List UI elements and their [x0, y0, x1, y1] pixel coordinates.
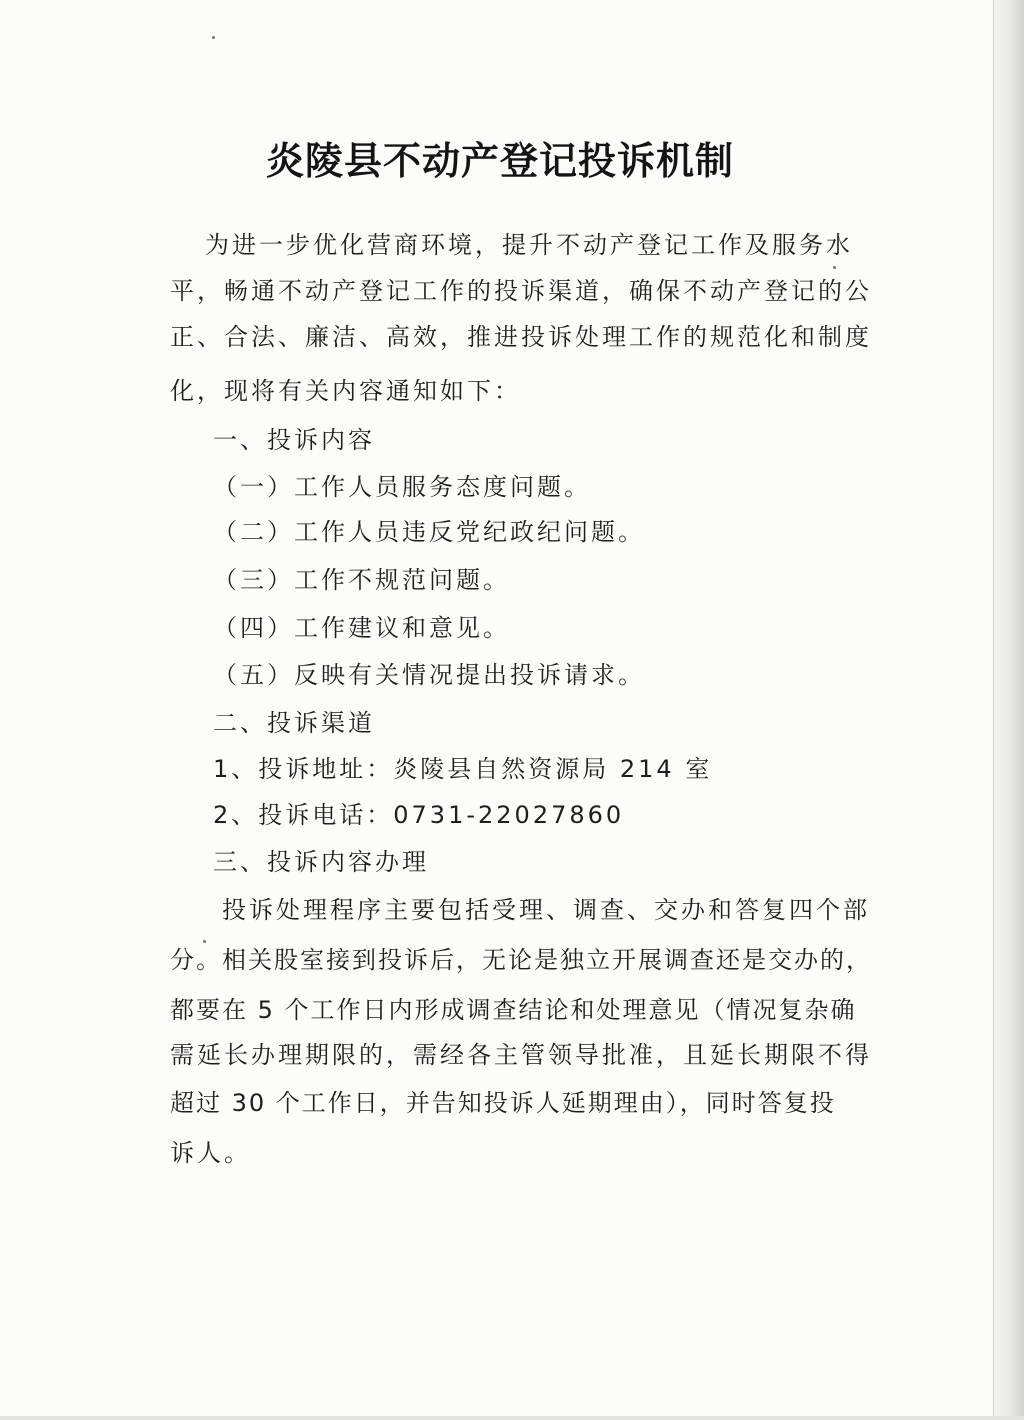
- complaint-phone: 2、投诉电话：0731-22027860: [213, 801, 625, 829]
- intro-line: 平，畅通不动产登记工作的投诉渠道，确保不动产登记的公: [170, 277, 872, 305]
- scan-speck: [212, 36, 215, 39]
- scan-speck: [203, 940, 206, 943]
- intro-line: 正、合法、廉洁、高效，推进投诉处理工作的规范化和制度: [170, 323, 872, 351]
- intro-line: 为进一步优化营商环境，提升不动产登记工作及服务水: [205, 231, 853, 259]
- page-edge-shadow: [993, 0, 1024, 1420]
- list-item: （三）工作不规范问题。: [213, 566, 510, 594]
- handling-line: 诉人。: [170, 1139, 251, 1167]
- handling-line: 都要在 5 个工作日内形成调查结论和处理意见（情况复杂确: [170, 996, 857, 1024]
- complaint-address: 1、投诉地址：炎陵县自然资源局 214 室: [213, 755, 713, 783]
- section-heading-complaint-handling: 三、投诉内容办理: [213, 848, 429, 876]
- list-item: （一）工作人员服务态度问题。: [213, 473, 591, 501]
- handling-line: 需延长办理期限的，需经各主管领导批准，且延长期限不得: [170, 1041, 872, 1069]
- page-bottom-edge: [0, 1416, 1024, 1420]
- intro-line: 化，现将有关内容通知如下：: [170, 377, 521, 405]
- section-heading-complaint-content: 一、投诉内容: [213, 426, 375, 454]
- handling-line: 投诉处理程序主要包括受理、调查、交办和答复四个部: [222, 896, 870, 924]
- handling-line: 超过 30 个工作日，并告知投诉人延期理由），同时答复投: [170, 1089, 836, 1117]
- section-heading-complaint-channels: 二、投诉渠道: [213, 709, 375, 737]
- list-item: （四）工作建议和意见。: [213, 614, 510, 642]
- scan-speck: [833, 266, 836, 269]
- document-title: 炎陵县不动产登记投诉机制: [265, 138, 734, 183]
- list-item: （五）反映有关情况提出投诉请求。: [213, 661, 645, 689]
- list-item: （二）工作人员违反党纪政纪问题。: [213, 518, 645, 546]
- handling-line: 分。相关股室接到投诉后，无论是独立开展调查还是交办的，: [170, 946, 872, 974]
